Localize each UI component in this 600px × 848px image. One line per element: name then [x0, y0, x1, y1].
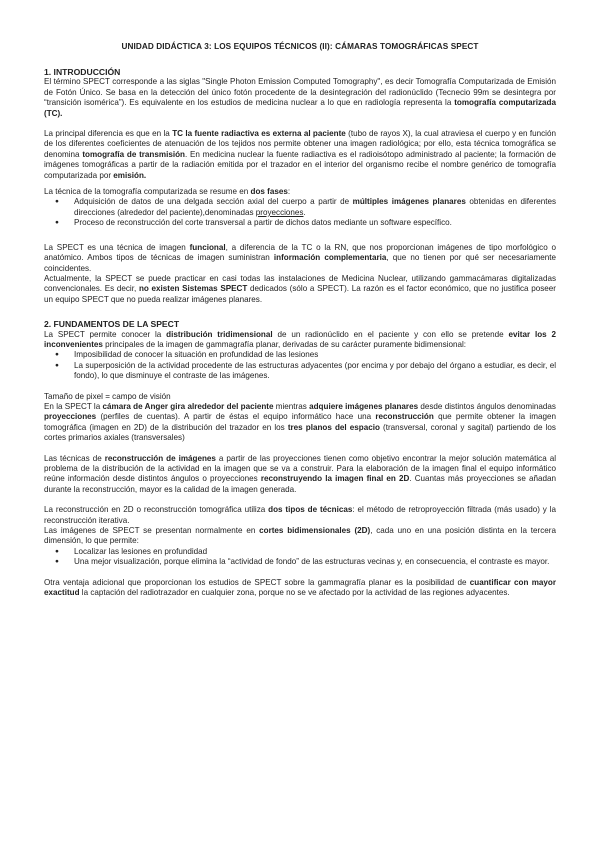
bullet-list — [44, 197, 556, 228]
bullet-list — [44, 547, 556, 568]
paragraph: La reconstrucción en 2D o reconstrucción tomográfica utiliza dos tipos de técnicas: el método de retroproyección filtrada (más usado) y la reconstrucción iterativa. — [44, 505, 557, 525]
paragraph: En la SPECT la cámara de Anger gira alrededor del paciente mientras adquiere imágenes planares desde distintos ángulos denominadas proyecciones (perfiles de cuentas). A partir de éstas el equipo informático hace una reconstrucción que permite obtener la imagen tomográfica (imagen en 2D) de la distribución del trazador en los tres planos del espacio (transversal, coronal y sagital) partiendo de los cortes primarios axiales (transversales) — [44, 401, 556, 443]
paragraph: La técnica de la tomografía computarizada se resume en dos fases: — [44, 187, 291, 197]
paragraph: Actualmente, la SPECT se puede practicar en casi todas las instalaciones de Medicina Nuclear, utilizando gammacámaras digitalizadas convencionales. Es decir, no existen Sistemas SPECT dedicados (sólo a SPECT). La razón es el factor económico, que no justifica poseer un equipo SPECT que no pueda realizar imágenes planares. — [44, 273, 556, 304]
paragraph: La SPECT es una técnica de imagen funcional, a diferencia de la TC o la RN, que nos proporcionan imágenes de tipo morfológico o anatómico. Ambos tipos de técnicas de imagen suministran información complementaria, que no tienen por qué ser necesariamente coincidentes. — [44, 242, 557, 273]
list-item: ● La superposición de la actividad procedente de las estructuras adyacentes (por encima y por debajo del órgano a estudiar, es decir, el fondo), lo que disminuye el contraste de las imágenes. — [74, 361, 556, 382]
bullet-list — [44, 350, 556, 381]
paragraph: Las técnicas de reconstrucción de imágenes a partir de las proyecciones tienen como objetivo encontrar la mejor solución matemática al problema de la distribución de la actividad en la imagen que se va a construir. Para la elaboración de la imagen final el equipo informático reúne información desde distintos ángulos o proyecciones reconstruyendo la imagen final en 2D. Cuantas más proyecciones se añadan durante la reconstrucción, mayor es la calidad de la imagen generada. — [44, 453, 556, 494]
paragraph: El término SPECT corresponde a las siglas "Single Photon Emission Computed Tomography", es decir Tomografía Computarizada de Emisión de Fotón Único. Se basa en la detección del único fotón procedente de la desintegración del radionúclido (Tecnecio 99m se desintegra por “transición isomérica”). Es equivalente en los estudios de medicina nuclear a lo que en radiología representa la tomografía computarizada (TC). — [44, 77, 556, 118]
list-item: ● Proceso de reconstrucción del corte transversal a partir de dichos datos mediante un software específico. — [74, 218, 556, 228]
list-item: ● Adquisición de datos de una delgada sección axial del cuerpo a partir de múltiples imágenes planares obtenidas en diferentes direcciones (alrededor del paciente),denominadas proyecciones. — [74, 197, 556, 218]
section-fundamentos — [44, 319, 556, 598]
document-title: UNIDAD DIDÁCTICA 3: LOS EQUIPOS TÉCNICOS (II): CÁMARAS TOMOGRÁFICAS SPECT — [121, 42, 479, 51]
section-heading: 1. INTRODUCCIÓN — [44, 67, 121, 77]
list-item: ● Imposibilidad de conocer la situación en profundidad de las lesiones — [74, 350, 556, 360]
paragraph: La SPECT permite conocer la distribución tridimensional de un radionúclido en el paciente y con ello se pretende evitar los 2 inconvenientes principales de la imagen de gammagrafía planar, derivadas de su carácter puramente bidimensional: — [44, 329, 556, 349]
list-item: ● Una mejor visualización, porque elimina la “actividad de fondo” de las estructuras vecinas y, en consecuencia, el contraste es mayor. — [74, 557, 556, 567]
section-heading: 2. FUNDAMENTOS DE LA SPECT — [44, 319, 180, 330]
pixel-note: Tamaño de pixel = campo de visión — [44, 391, 171, 401]
section-introduccion — [44, 67, 556, 305]
paragraph: Otra ventaja adicional que proporcionan los estudios de SPECT sobre la gammagrafía planar es la posibilidad de cuantificar con mayor exactitud la captación del radiotrazador en cualquier zona, porque no se ve afectado por la actividad de las regiones adyacentes. — [44, 577, 556, 598]
paragraph: La principal diferencia es que en la TC la fuente radiactiva es externa al paciente (tubo de rayos X), la cual atraviesa el cuerpo y en función de los diferentes coeficientes de atenuación de los tejidos nos permite obtener una imagen radiológica; por ello, esta técnica tomográfica se denomina tomografía de transmisión. En medicina nuclear la fuente radiactiva es el radioisótopo administrado al paciente; la formación de imágenes tomográficas a partir de la radiación emitida por el trazador en el interior del organismo recibe el nombre genérico de tomografía computarizada por emisión. — [44, 129, 556, 180]
paragraph: Las imágenes de SPECT se presentan normalmente en cortes bidimensionales (2D), cada uno en una posición distinta en la tercera dimensión, lo que permite: — [44, 526, 556, 546]
list-item: ● Localizar las lesiones en profundidad — [74, 547, 556, 557]
